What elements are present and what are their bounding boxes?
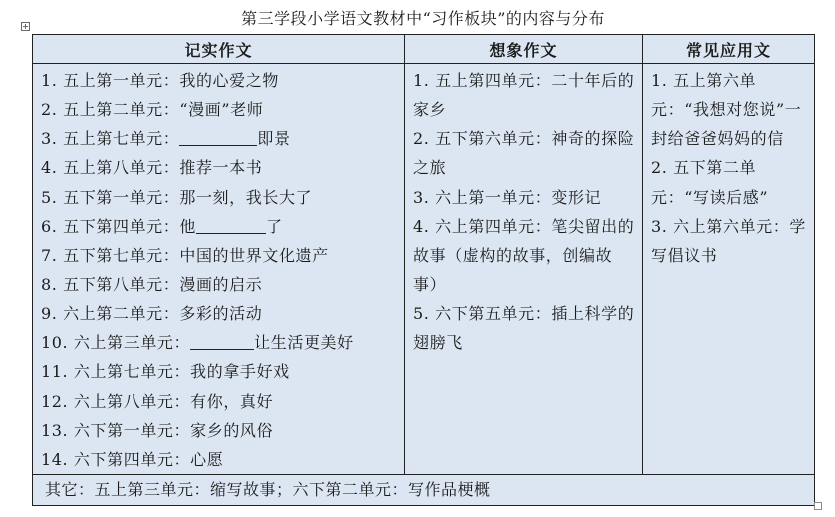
list-item: 11. 六上第七单元：我的拿手好戏 (41, 362, 290, 382)
list-item: 2. 五下第二单元：“写读后感” (651, 158, 769, 207)
other-units-note: 其它：五上第三单元：缩写故事；六下第二单元：写作品梗概 (33, 474, 815, 505)
header-row (33, 35, 815, 64)
fill-in-blank (196, 215, 266, 234)
list-item-text: 6. 五下第四单元：他 (41, 216, 196, 236)
list-item: 4. 六上第四单元：笔尖留出的故事（虚构的故事，创编故事） (413, 216, 635, 295)
list-item: 1. 五上第四单元：二十年后的家乡 (413, 71, 635, 120)
list-item (41, 212, 398, 241)
list-item: 5. 六下第五单元：插上科学的翅膀飞 (413, 304, 635, 353)
list-item: 4. 五上第八单元：推荐一本书 (41, 158, 263, 178)
list-item: 2. 五下第六单元：神奇的探险之旅 (413, 129, 635, 178)
list-item-text: 了 (265, 216, 283, 236)
list-item-text: 让生活更美好 (254, 333, 354, 353)
list-item: 12. 六上第八单元：有你，真好 (41, 391, 274, 411)
fill-in-blank (190, 331, 254, 350)
list-item-text: 即景 (257, 129, 291, 149)
list-item: 5. 五下第一单元：那一刻，我长大了 (41, 187, 313, 207)
practical-writing-list (643, 64, 815, 475)
list-item: 3. 六上第一单元：变形记 (413, 187, 602, 207)
list-item (41, 124, 398, 153)
imaginative-writing-list (405, 64, 643, 475)
list-item: 14. 六下第四单元：心愿 (41, 449, 224, 469)
content-table (32, 34, 815, 506)
table-move-handle-icon[interactable] (21, 22, 30, 31)
header-practical-writing: 常见应用文 (643, 35, 815, 64)
list-item (41, 328, 398, 357)
list-item: 8. 五下第八单元：漫画的启示 (41, 274, 263, 294)
list-item: 1. 五上第六单元：“我想对您说”一封给爸爸妈妈的信 (651, 71, 802, 149)
list-item: 9. 六上第二单元：多彩的活动 (41, 304, 263, 324)
body-row (33, 64, 815, 475)
list-item: 1. 五上第一单元：我的心爱之物 (41, 71, 279, 90)
header-documentary-writing: 记实作文 (33, 35, 405, 64)
table-caption: 第三学段小学语文教材中“习作板块”的内容与分布 (241, 9, 605, 28)
list-item-text: 3. 五上第七单元： (41, 129, 180, 149)
list-item: 3. 六上第六单元：学写倡议书 (651, 216, 806, 265)
fill-in-blank (179, 127, 257, 146)
list-item-text: 10. 六上第三单元： (41, 333, 191, 353)
header-imaginative-writing: 想象作文 (405, 35, 643, 64)
footer-row (33, 474, 815, 505)
list-item: 13. 六下第一单元：家乡的风俗 (41, 420, 274, 440)
documentary-writing-list (33, 64, 405, 475)
table-resize-handle-icon[interactable] (814, 502, 822, 510)
list-item: 7. 五下第七单元：中国的世界文化遗产 (41, 245, 329, 265)
list-item: 2. 五上第二单元：“漫画”老师 (41, 100, 264, 120)
